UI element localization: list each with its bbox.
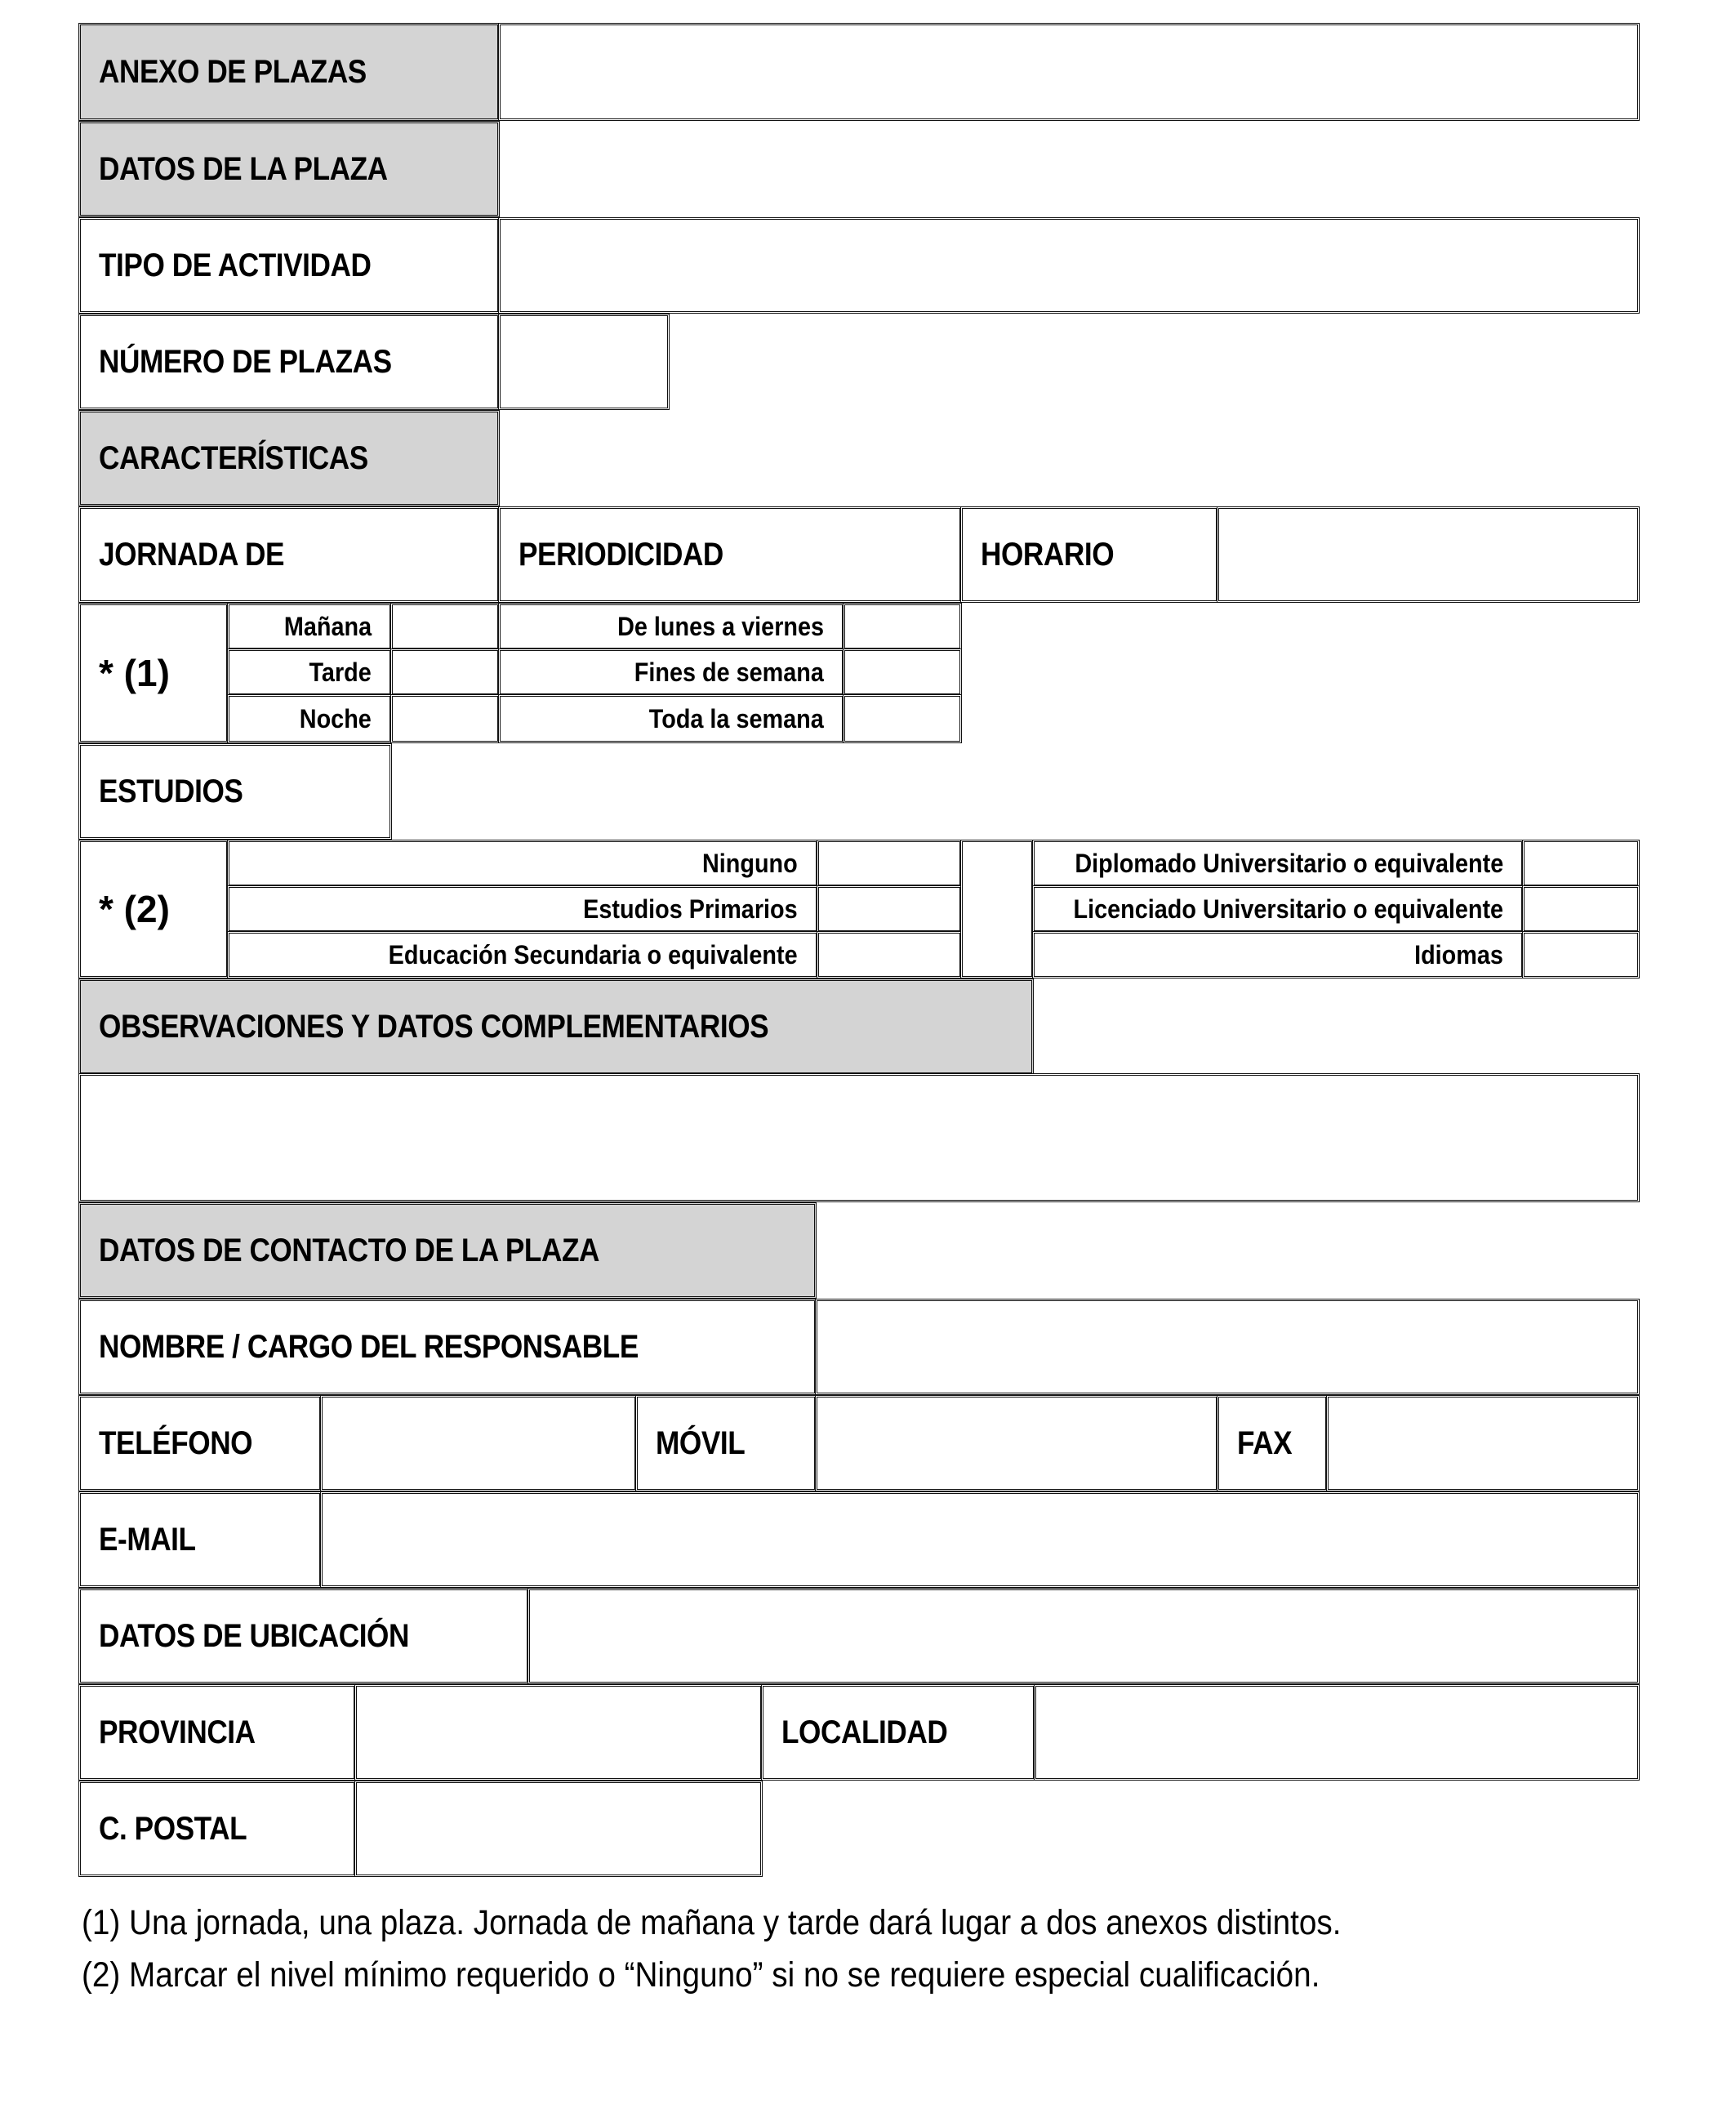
estudios-licenciado-checkbox[interactable] — [1522, 885, 1640, 933]
estudios-diplomado-checkbox[interactable] — [1522, 840, 1640, 887]
estudios-ninguno-checkbox[interactable] — [817, 840, 962, 887]
jornada-tarde-checkbox[interactable] — [390, 649, 500, 696]
numero-de-plazas-field[interactable] — [498, 314, 670, 410]
jornada-manana-checkbox[interactable] — [390, 603, 500, 650]
datos-contacto-heading: DATOS DE CONTACTO DE LA PLAZA — [78, 1202, 817, 1299]
datos-ubicacion-label: DATOS DE UBICACIÓN — [78, 1588, 529, 1684]
footnote-1: (1) Una jornada, una plaza. Jornada de mañana y tarde dará lugar a dos anexos distintos. — [82, 1903, 1342, 1942]
fax-field[interactable] — [1326, 1395, 1640, 1491]
jornada-noche-checkbox[interactable] — [390, 694, 500, 743]
estudios-primarios-checkbox[interactable] — [817, 885, 962, 933]
estudios-spacer-cell — [960, 840, 1034, 978]
estudios-idiomas-checkbox[interactable] — [1522, 931, 1640, 978]
codigo-postal-field[interactable] — [354, 1781, 763, 1877]
estudios-option-idiomas: Idiomas — [1032, 931, 1524, 978]
datos-ubicacion-field[interactable] — [527, 1588, 1640, 1684]
horario-label: HORARIO — [960, 506, 1218, 603]
jornada-option-noche: Noche — [227, 694, 392, 743]
periodicidad-fines-semana-checkbox[interactable] — [843, 649, 962, 696]
jornada-de-label: JORNADA DE — [78, 506, 500, 603]
localidad-field[interactable] — [1034, 1684, 1640, 1781]
localidad-label: LOCALIDAD — [761, 1684, 1035, 1781]
estudios-option-ninguno: Ninguno — [227, 840, 818, 887]
movil-label: MÓVIL — [635, 1395, 817, 1491]
footnote-2: (2) Marcar el nivel mínimo requerido o “Ninguno” si no se requiere especial cualificación. — [82, 1955, 1320, 1995]
anexo-de-plazas-field[interactable] — [498, 23, 1640, 121]
observaciones-heading: OBSERVACIONES Y DATOS COMPLEMENTARIOS — [78, 978, 1034, 1075]
nombre-cargo-field[interactable] — [815, 1299, 1640, 1395]
provincia-field[interactable] — [354, 1684, 763, 1781]
email-label: E-MAIL — [78, 1491, 322, 1588]
numero-de-plazas-label: NÚMERO DE PLAZAS — [78, 314, 500, 410]
jornada-option-tarde: Tarde — [227, 649, 392, 696]
estudios-option-secundaria: Educación Secundaria o equivalente — [227, 931, 818, 978]
datos-de-la-plaza-heading: DATOS DE LA PLAZA — [78, 121, 500, 217]
periodicidad-lunes-viernes-checkbox[interactable] — [843, 603, 962, 650]
horario-field[interactable] — [1217, 506, 1640, 603]
tipo-de-actividad-label: TIPO DE ACTIVIDAD — [78, 217, 500, 314]
caracteristicas-heading: CARACTERÍSTICAS — [78, 410, 500, 506]
periodicidad-option-fines-semana: Fines de semana — [498, 649, 844, 696]
telefono-label: TELÉFONO — [78, 1395, 322, 1491]
fax-label: FAX — [1217, 1395, 1328, 1491]
periodicidad-label: PERIODICIDAD — [498, 506, 962, 603]
codigo-postal-label: C. POSTAL — [78, 1781, 356, 1877]
telefono-field[interactable] — [320, 1395, 637, 1491]
periodicidad-option-toda-semana: Toda la semana — [498, 694, 844, 743]
nombre-cargo-label: NOMBRE / CARGO DEL RESPONSABLE — [78, 1299, 817, 1395]
periodicidad-option-lunes-viernes: De lunes a viernes — [498, 603, 844, 650]
estudios-label: ESTUDIOS — [78, 743, 392, 840]
estudios-option-licenciado: Licenciado Universitario o equivalente — [1032, 885, 1524, 933]
estudios-option-diplomado: Diplomado Universitario o equivalente — [1032, 840, 1524, 887]
estudios-option-primarios: Estudios Primarios — [227, 885, 818, 933]
estudios-note-marker: * (2) — [78, 840, 229, 978]
anexo-de-plazas-label: ANEXO DE PLAZAS — [78, 23, 500, 121]
periodicidad-toda-semana-checkbox[interactable] — [843, 694, 962, 743]
jornada-note-marker: * (1) — [78, 603, 229, 743]
tipo-de-actividad-field[interactable] — [498, 217, 1640, 314]
movil-field[interactable] — [815, 1395, 1218, 1491]
jornada-option-manana: Mañana — [227, 603, 392, 650]
provincia-label: PROVINCIA — [78, 1684, 356, 1781]
observaciones-textarea[interactable] — [78, 1073, 1640, 1202]
estudios-secundaria-checkbox[interactable] — [817, 931, 962, 978]
email-field[interactable] — [320, 1491, 1640, 1588]
